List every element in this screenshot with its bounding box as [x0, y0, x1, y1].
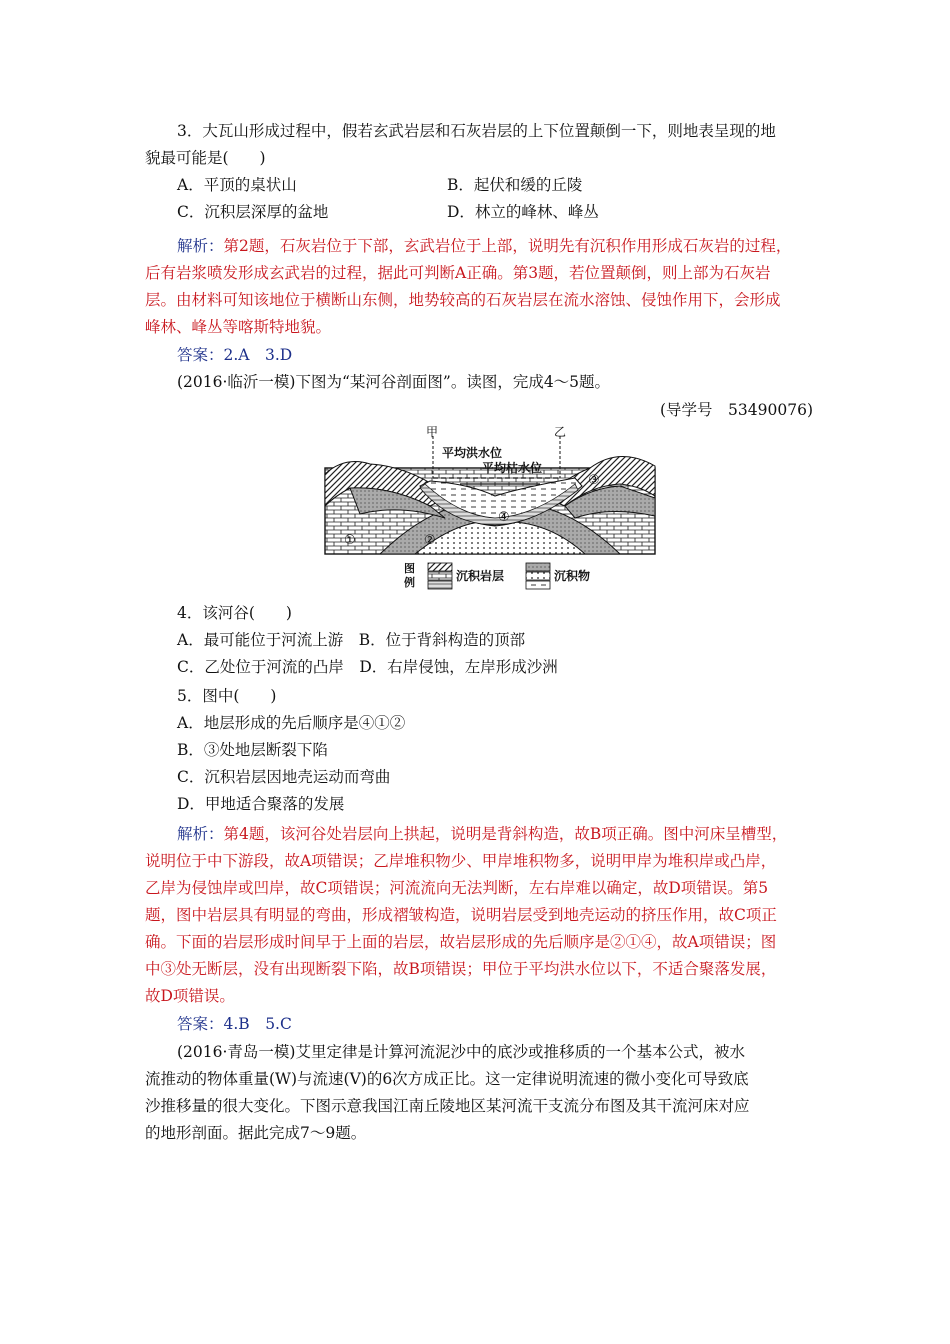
explanation-2-line5: 确。下面的岩层形成时间早于上面的岩层，故岩层形成的先后顺序是②①④，故A项错误；图 [145, 933, 777, 951]
explanation-2-line2: 说明位于中下游段，故A项错误；乙岸堆积物少、甲岸堆积物多，说明甲岸为堆积岸或凸岸， [145, 852, 777, 870]
explanation-2 [145, 821, 813, 1010]
marker-4: ④ [498, 510, 510, 525]
legend [404, 561, 590, 589]
explanation-2-line6: 中③处无断层，没有出现断裂下陷，故B项错误；甲位于平均洪水位以下，不适合聚落发展， [145, 960, 777, 978]
legend-swatch-brick [428, 572, 452, 580]
explanation-2-line7: 故D项错误。 [145, 987, 235, 1005]
legend-swatch-band [428, 581, 452, 589]
legend-swatch-hatch [428, 563, 452, 571]
intro-4-5 [145, 369, 813, 396]
legend-swatch-dots [526, 572, 550, 580]
answer-label: 答案： [177, 346, 224, 364]
explanation-1-line1 [145, 233, 813, 260]
yi-label: 乙 [554, 426, 567, 439]
option-a: A．平顶的桌状山 [177, 176, 297, 194]
question-4-options-row2: C．乙处位于河流的凸岸 D．右岸侵蚀，左岸形成沙洲 [177, 658, 558, 676]
question-4-stem: 4．该河谷( ) [177, 604, 292, 622]
legend-title-char2: 例 [404, 576, 415, 589]
flood-level-label: 平均洪水位 [442, 446, 503, 460]
intro-7-9 [145, 1039, 813, 1147]
explanation-1 [145, 233, 813, 341]
question-5-option-c: C．沉积岩层因地壳运动而弯曲 [177, 768, 391, 786]
marker-2: ② [424, 533, 436, 548]
answer-2 [145, 1011, 813, 1038]
intro-7-9-line2: 流推动的物体重量(W)与流速(V)的6次方成正比。这一定律说明流速的微小变化可导致底 [145, 1070, 749, 1088]
question-3-stem-line2: 貌最可能是( ) [145, 149, 266, 167]
explanation-1-line4: 峰林、峰丛等喀斯特地貌。 [145, 318, 332, 336]
explanation-label: 解析： [177, 825, 224, 843]
explanation-2-line1 [145, 821, 813, 848]
answer-2-line [145, 1011, 813, 1038]
explanation-label: 解析： [177, 237, 224, 255]
explanation-1-line3: 层。由材料可知该地位于横断山东侧，地势较高的石灰岩层在流水溶蚀、侵蚀作用下，会形成 [145, 291, 781, 309]
river-valley-figure [320, 426, 660, 594]
option-b: B．起伏和缓的丘陵 [447, 176, 583, 194]
legend-swatch-dashes [526, 581, 550, 589]
guide-number: (导学号 53490076) [660, 401, 813, 419]
question-5-option-a: A．地层形成的先后顺序是④①② [177, 714, 406, 732]
question-5-stem: 5．图中( ) [177, 687, 277, 705]
legend-sediment: 沉积物 [554, 569, 591, 583]
question-4-options-row1: A．最可能位于河流上游 B．位于背斜构造的顶部 [177, 631, 526, 649]
option-c: C．沉积层深厚的盆地 [177, 203, 329, 221]
explanation-2-text1: 第4题，该河谷处岩层向上拱起，说明是背斜构造，故B项正确。图中河床呈槽型， [223, 825, 788, 843]
jia-label: 甲 [426, 426, 439, 439]
legend-swatch-gray [526, 563, 550, 571]
explanation-1-text1: 第2题，石灰岩位于下部，玄武岩位于上部，说明先有沉积作用形成石灰岩的过程， [223, 237, 792, 255]
question-5-option-b: B．③处地层断裂下陷 [177, 741, 328, 759]
question-3-options-row1 [145, 172, 813, 199]
legend-title-char1: 图 [404, 562, 415, 575]
question-5 [145, 683, 813, 818]
question-4 [145, 600, 813, 681]
dry-level-label: 平均枯水位 [482, 461, 543, 475]
option-d: D．林立的峰林、峰丛 [447, 203, 599, 221]
marker-1: ① [344, 533, 356, 548]
explanation-2-line4: 题，图中岩层具有明显的弯曲，形成褶皱构造，说明岩层受到地壳运动的挤压作用，故C项正 [145, 906, 777, 924]
question-3-stem-line1: 3．大瓦山形成过程中，假若玄武岩层和石灰岩层的上下位置颠倒一下，则地表呈现的地 [177, 122, 776, 140]
answer-1-text: 2.A 3.D [223, 346, 293, 364]
question-3 [145, 118, 813, 226]
answer-1 [145, 342, 813, 369]
intro-7-9-line4: 的地形剖面。据此完成7～9题。 [145, 1124, 367, 1142]
explanation-1-line2: 后有岩浆喷发形成玄武岩的过程，据此可判断A正确。第3题，若位置颠倒，则上部为石灰岩 [145, 264, 771, 282]
answer-label: 答案： [177, 1015, 224, 1033]
legend-sed-rock: 沉积岩层 [456, 569, 505, 583]
explanation-2-line3: 乙岸为侵蚀岸或凹岸，故C项错误；河流流向无法判断，左右岸难以确定，故D项错误。第5 [145, 879, 769, 897]
intro-7-9-line3: 沙推移量的很大变化。下图示意我国江南丘陵地区某河流干支流分布图及其干流河床对应 [145, 1097, 750, 1115]
answer-2-text: 4.B 5.C [223, 1015, 292, 1033]
intro-4-5-text: (2016·临沂一模)下图为“某河谷剖面图”。读图，完成4～5题。 [177, 373, 611, 391]
intro-7-9-line1: (2016·青岛一模)艾里定律是计算河流泥沙中的底沙或推移质的一个基本公式，被水 [177, 1043, 745, 1061]
answer-1-line [145, 342, 813, 369]
question-5-option-d: D．甲地适合聚落的发展 [177, 795, 345, 813]
question-3-options-row2 [145, 199, 813, 226]
marker-3: ③ [588, 473, 600, 488]
